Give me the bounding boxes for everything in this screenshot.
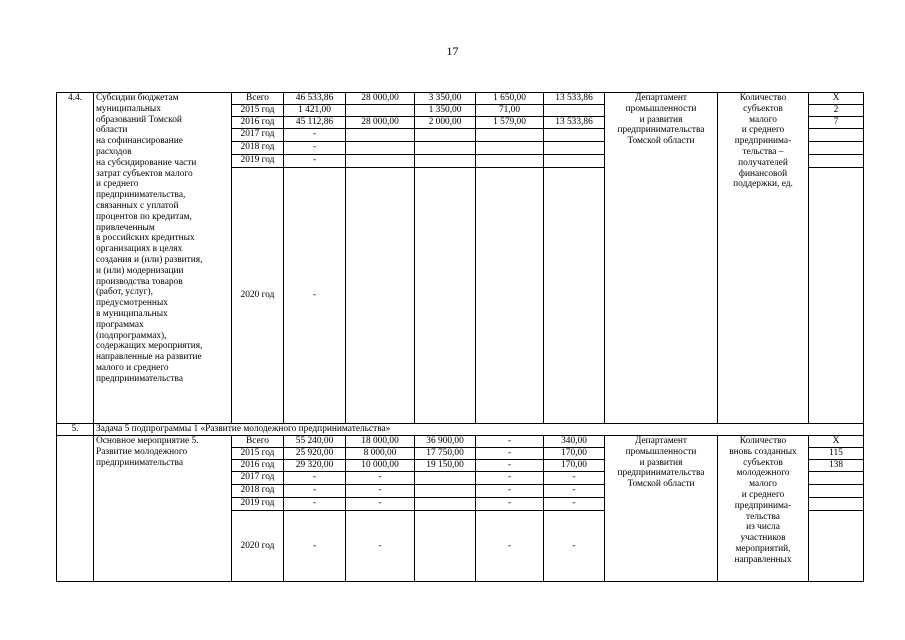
federal-cell: - [346, 498, 415, 511]
total-cell: - [284, 129, 346, 142]
indicator-value [809, 142, 864, 155]
local-cell [476, 155, 544, 168]
federal-cell: 28 000,00 [346, 117, 415, 129]
period-cell: 2017 год [232, 472, 284, 485]
other-cell: 170,00 [544, 460, 605, 472]
federal-cell [346, 129, 415, 142]
other-cell: 340,00 [544, 436, 605, 448]
local-cell: 1 579,00 [476, 117, 544, 129]
period-cell: 2020 год [232, 168, 284, 424]
regional-cell: 1 350,00 [415, 105, 476, 117]
indicator-value [809, 129, 864, 142]
federal-cell: - [346, 485, 415, 498]
total-cell: 55 240,00 [284, 436, 346, 448]
other-cell [544, 129, 605, 142]
row-number: 5. [57, 424, 94, 436]
total-cell: - [284, 142, 346, 155]
table-row [57, 436, 864, 448]
total-cell: - [284, 511, 346, 582]
total-cell: - [284, 155, 346, 168]
period-cell: 2019 год [232, 155, 284, 168]
indicator-value [809, 168, 864, 424]
indicator-value: 138 [809, 460, 864, 472]
federal-cell [346, 142, 415, 155]
regional-cell [415, 129, 476, 142]
other-cell [544, 155, 605, 168]
total-cell: - [284, 498, 346, 511]
regional-cell [415, 168, 476, 424]
period-cell: Всего [232, 93, 284, 105]
indicator-value [809, 485, 864, 498]
regional-cell [415, 498, 476, 511]
regional-cell [415, 142, 476, 155]
local-cell: - [476, 448, 544, 460]
federal-cell: 8 000,00 [346, 448, 415, 460]
other-cell [544, 105, 605, 117]
period-cell: 2020 год [232, 511, 284, 582]
regional-cell: 36 900,00 [415, 436, 476, 448]
period-cell: 2018 год [232, 142, 284, 155]
local-cell: - [476, 485, 544, 498]
indicator-value: Х [809, 436, 864, 448]
period-cell: 2018 год [232, 485, 284, 498]
regional-cell [415, 155, 476, 168]
row-number: 4.4. [57, 93, 94, 424]
period-cell: 2017 год [232, 129, 284, 142]
federal-cell: - [346, 472, 415, 485]
regional-cell: 2 000,00 [415, 117, 476, 129]
table-row [57, 93, 864, 105]
local-cell [476, 129, 544, 142]
table-row [57, 424, 864, 436]
federal-cell: - [346, 511, 415, 582]
activity-description: Субсидии бюджетам муниципальных образований Томской области на софинансирование расходов на субсидирование части затрат субъектов малого и среднего предпринимательства, связанных с уплатой процентов по кредитам, привлеченным в российских кредитных организациях в целях создания и (или) развития, и (или) модернизации производства товаров (работ, услуг), предусмотренных в муниципальных программах (подпрограммах), содержащих мероприятия, направленные на развитие малого и среднего предпринимательства [94, 93, 232, 424]
indicator-value: 2 [809, 105, 864, 117]
indicator-value: 115 [809, 448, 864, 460]
local-cell: 71,00 [476, 105, 544, 117]
executor-cell: Департамент промышленности и развития предпринимательства Томской области [605, 93, 718, 424]
federal-cell: 18 000,00 [346, 436, 415, 448]
row-number-empty [57, 436, 94, 582]
indicator-value [809, 498, 864, 511]
federal-cell [346, 168, 415, 424]
regional-cell [415, 485, 476, 498]
indicator-name: Количество вновь созданных субъектов молодежного малого и среднего предпринима- тельства из числа участников мероприятий, направленных [718, 436, 809, 582]
indicator-value [809, 472, 864, 485]
total-cell: - [284, 485, 346, 498]
other-cell: - [544, 485, 605, 498]
total-cell: - [284, 472, 346, 485]
other-cell: - [544, 498, 605, 511]
other-cell: 13 533,86 [544, 93, 605, 105]
local-cell: - [476, 460, 544, 472]
total-cell: 46 533,86 [284, 93, 346, 105]
indicator-value: Х [809, 93, 864, 105]
federal-cell: 28 000,00 [346, 93, 415, 105]
period-cell: Всего [232, 436, 284, 448]
task-title: Задача 5 подпрограммы 1 «Развитие молодежного предпринимательства» [94, 424, 864, 436]
total-cell: 25 920,00 [284, 448, 346, 460]
local-cell [476, 168, 544, 424]
total-cell: 1 421,00 [284, 105, 346, 117]
total-cell: 45 112,86 [284, 117, 346, 129]
regional-cell [415, 511, 476, 582]
regional-cell [415, 472, 476, 485]
federal-cell [346, 105, 415, 117]
local-cell: - [476, 498, 544, 511]
federal-cell [346, 155, 415, 168]
period-cell: 2016 год [232, 460, 284, 472]
executor-cell: Департамент промышленности и развития предпринимательства Томской области [605, 436, 718, 582]
period-cell: 2015 год [232, 105, 284, 117]
regional-cell: 17 750,00 [415, 448, 476, 460]
federal-cell: 10 000,00 [346, 460, 415, 472]
local-cell: - [476, 436, 544, 448]
period-cell: 2015 год [232, 448, 284, 460]
local-cell [476, 142, 544, 155]
regional-cell: 3 350,00 [415, 93, 476, 105]
local-cell: - [476, 511, 544, 582]
period-cell: 2016 год [232, 117, 284, 129]
other-cell [544, 142, 605, 155]
regional-cell: 19 150,00 [415, 460, 476, 472]
local-cell: - [476, 472, 544, 485]
program-table [56, 92, 864, 582]
indicator-value: 7 [809, 117, 864, 129]
other-cell: 170,00 [544, 448, 605, 460]
local-cell: 1 650,00 [476, 93, 544, 105]
total-cell: 29 320,00 [284, 460, 346, 472]
indicator-value [809, 511, 864, 582]
other-cell: - [544, 472, 605, 485]
other-cell: 13 533,86 [544, 117, 605, 129]
total-cell: - [284, 168, 346, 424]
indicator-value [809, 155, 864, 168]
period-cell: 2019 год [232, 498, 284, 511]
indicator-name: Количество субъектов малого и среднего предпринима- тельства – получателей финансовой поддержки, ед. [718, 93, 809, 424]
page-number: 17 [446, 44, 459, 58]
other-cell [544, 168, 605, 424]
activity-description: Основное мероприятие 5. Развитие молодежного предпринимательства [94, 436, 232, 582]
other-cell: - [544, 511, 605, 582]
